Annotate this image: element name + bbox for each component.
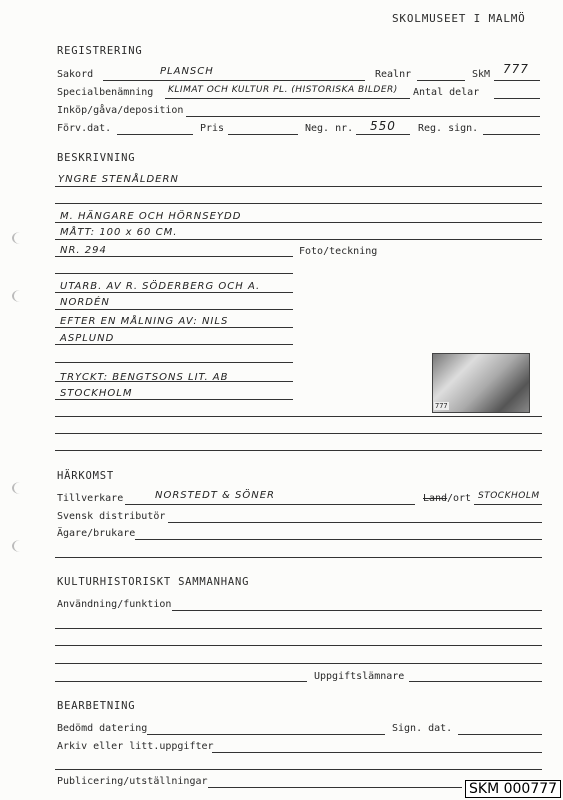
beskrivning-line-3[interactable]: MÅTT: 100 x 60 CM. (60, 227, 178, 238)
rule (55, 769, 542, 770)
beskrivning-line-5[interactable]: UTARB. AV R. SÖDERBERG OCH A. (60, 281, 261, 292)
rule (55, 186, 542, 187)
negnr-label: Neg. nr. (305, 123, 354, 134)
beskrivning-line-6[interactable]: NORDÉN (60, 297, 110, 308)
rule (55, 362, 293, 363)
land-label: Land (423, 493, 448, 504)
rule (55, 273, 293, 274)
section-title-kultur: KULTURHISTORISKT SAMMANHANG (57, 576, 250, 588)
sakord-value[interactable]: PLANSCH (160, 66, 214, 77)
inkop-label: Inköp/gåva/deposition (57, 105, 184, 116)
section-title-registrering: REGISTRERING (57, 45, 143, 57)
ort-value[interactable]: STOCKHOLM (478, 491, 540, 501)
forvdat-label: Förv.dat. (57, 123, 112, 134)
rule (55, 292, 293, 293)
punch-hole (12, 290, 28, 302)
rule (55, 256, 293, 257)
rule (55, 450, 542, 451)
rule (55, 222, 542, 223)
anvandning-label: Användning/funktion (57, 599, 172, 610)
skm-value[interactable]: 777 (503, 62, 529, 76)
beskrivning-line-7[interactable]: EFTER EN MÅLNING AV: NILS (60, 316, 229, 327)
rule (55, 628, 542, 629)
arkiv-label: Arkiv eller litt.uppgifter (57, 741, 214, 752)
signdat-line (458, 734, 542, 735)
rule (55, 645, 542, 646)
catalog-stamp: SKM 000777 (465, 780, 561, 798)
beskrivning-line-1[interactable]: YNGRE STENÅLDERN (58, 174, 179, 185)
realnr-label: Realnr (375, 69, 412, 80)
ort-label: /ort (447, 493, 472, 504)
tillverkare-value[interactable]: NORSTEDT & SÖNER (155, 490, 276, 501)
rule (55, 344, 293, 345)
specialbenamning-label: Specialbenämning (57, 87, 154, 98)
publicering-line (208, 787, 462, 788)
datering-label: Bedömd datering (57, 723, 148, 734)
punch-hole (12, 232, 28, 244)
beskrivning-line-2[interactable]: M. HÄNGARE OCH HÖRNSEYDD (60, 211, 242, 222)
sakord-label: Sakord (57, 69, 94, 80)
rule (55, 681, 307, 682)
uppgiftslamnare-line (409, 681, 542, 682)
rule (55, 433, 542, 434)
beskrivning-line-9[interactable]: TRYCKT: BENGTSONS LIT. AB (60, 372, 229, 383)
beskrivning-line-10[interactable]: STOCKHOLM (60, 388, 133, 399)
regsign-label: Reg. sign. (418, 123, 479, 134)
datering-line (147, 734, 385, 735)
rule (55, 557, 542, 558)
forvdat-line (117, 134, 193, 135)
punch-hole (12, 540, 28, 552)
pris-line (228, 134, 298, 135)
realnr-line (417, 80, 465, 81)
rule (55, 416, 542, 417)
artwork-photo (432, 353, 530, 413)
antal-delar-line (494, 98, 540, 99)
section-title-beskrivning: BESKRIVNING (57, 152, 136, 164)
ort-line (474, 504, 542, 505)
arkiv-line (212, 752, 542, 753)
rule (55, 309, 293, 310)
section-title-harkomst: HÄRKOMST (57, 470, 114, 482)
signdat-label: Sign. dat. (392, 723, 453, 734)
antal-delar-label: Antal delar (413, 87, 480, 98)
distributor-label: Svensk distributör (57, 511, 166, 522)
skm-label: SkM (472, 69, 491, 80)
sakord-line (103, 80, 365, 81)
photo-number: 777 (435, 402, 448, 410)
regsign-line (483, 134, 540, 135)
tillverkare-label: Tillverkare (57, 493, 124, 504)
inkop-line (186, 116, 540, 117)
rule (55, 203, 542, 204)
beskrivning-line-4[interactable]: NR. 294 (60, 245, 107, 256)
punch-hole (12, 482, 28, 494)
agare-line (135, 539, 542, 540)
rule (55, 381, 293, 382)
anvandning-line (172, 610, 542, 611)
specialbenamning-line (165, 98, 410, 99)
rule (55, 239, 542, 240)
pris-label: Pris (200, 123, 225, 134)
specialbenamning-value[interactable]: KLIMAT OCH KULTUR PL. (HISTORISKA BILDER) (168, 85, 398, 95)
agare-label: Ägare/brukare (57, 528, 136, 539)
foto-teckning-label: Foto/teckning (299, 246, 378, 257)
skm-line (494, 80, 540, 81)
publicering-label: Publicering/utställningar (57, 776, 208, 787)
museum-title: SKOLMUSEET I MALMÖ (392, 12, 526, 25)
tillverkare-line (125, 504, 415, 505)
rule (55, 327, 293, 328)
beskrivning-line-8[interactable]: ASPLUND (60, 333, 115, 344)
uppgiftslamnare-label: Uppgiftslämnare (314, 671, 405, 682)
negnr-line (356, 134, 410, 135)
rule (55, 399, 293, 400)
section-title-bearbetning: BEARBETNING (57, 700, 136, 712)
rule (55, 663, 542, 664)
distributor-line (168, 522, 542, 523)
negnr-value[interactable]: 550 (370, 119, 396, 133)
